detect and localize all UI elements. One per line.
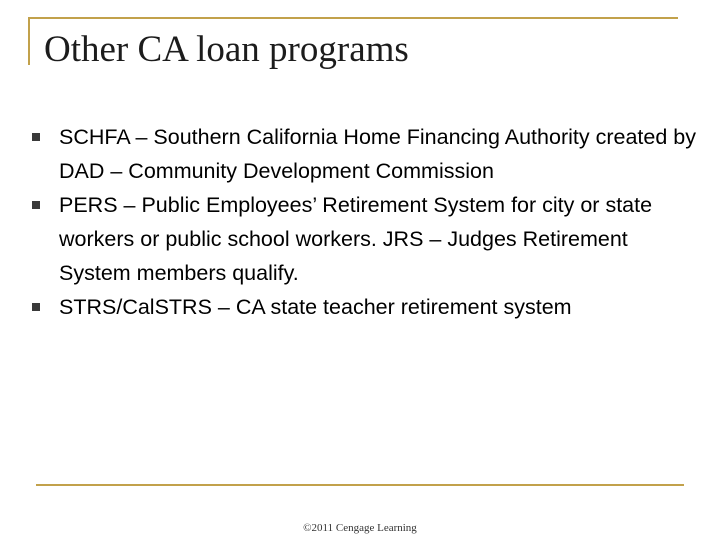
title-top-rule: [28, 17, 678, 19]
bullet-text: STRS/CalSTRS – CA state teacher retirement system: [59, 295, 572, 319]
bullet-list: [36, 120, 696, 324]
copyright-footer: ©2011 Cengage Learning: [303, 522, 417, 534]
bullet-item: [36, 188, 696, 290]
bullet-item: [36, 290, 696, 324]
title-left-rule: [28, 17, 30, 65]
square-bullet-icon: [32, 303, 40, 311]
bullet-text: SCHFA – Southern California Home Financing Authority created by DAD – Community Development Commission: [59, 125, 696, 183]
footer-rule: [36, 484, 684, 486]
square-bullet-icon: [32, 201, 40, 209]
bullet-item: [36, 120, 696, 188]
slide-title: Other CA loan programs: [44, 29, 409, 70]
square-bullet-icon: [32, 133, 40, 141]
bullet-text: PERS – Public Employees’ Retirement System for city or state workers or public school workers. JRS – Judges Retirement System members qualify.: [59, 193, 653, 285]
